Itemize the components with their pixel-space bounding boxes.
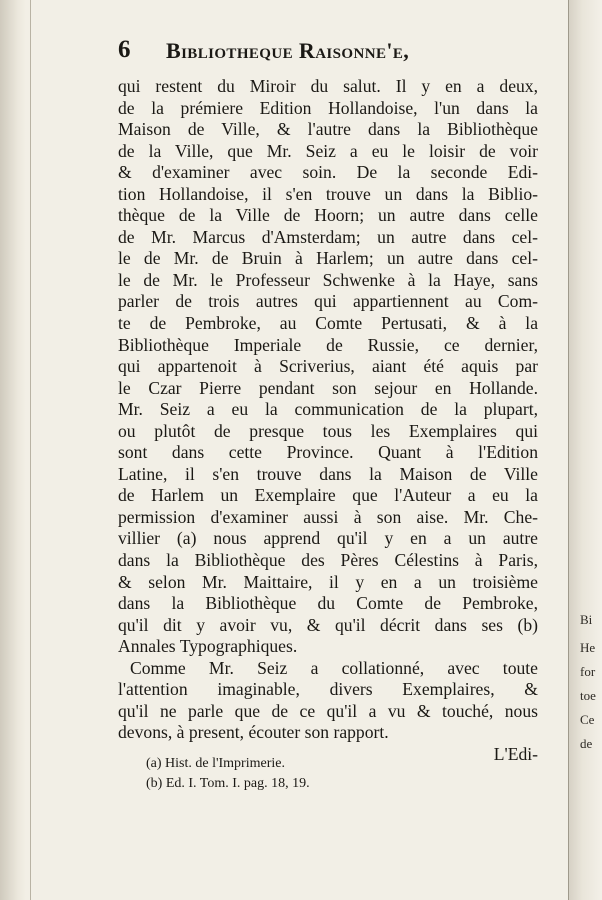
- text-line: Comme Mr. Seiz a collationné, avec toute: [130, 657, 538, 678]
- text-line: te de Pembroke, au Comte Pertusati, & à la: [118, 313, 538, 334]
- text-line: l'attention imaginable, divers Exemplaires, &: [118, 679, 538, 700]
- text-line: & d'examiner avec soin. De la seconde Edi-: [118, 162, 538, 183]
- body-text: [118, 76, 538, 766]
- text-line: le Czar Pierre pendant son sejour en Hollande.: [118, 377, 538, 398]
- text-line: sont dans cette Province. Quant à l'Edition: [118, 442, 538, 463]
- facing-page-letter: Bi: [580, 612, 593, 627]
- facing-page-letter: toe: [580, 688, 596, 703]
- facing-page-letter: Ce: [580, 712, 595, 727]
- text-line: qui restent du Miroir du salut. Il y en a deux,: [118, 76, 538, 96]
- text-line: tion Hollandoise, il s'en trouve un dans la Biblio-: [118, 183, 538, 204]
- text-line: L'Edi-: [493, 743, 538, 764]
- text-line: & selon Mr. Maittaire, il y en a un troisième: [118, 571, 538, 592]
- left-page-shadow: [0, 0, 26, 900]
- left-page-rule: [30, 0, 31, 900]
- facing-page-letter: for: [580, 664, 596, 679]
- footnotes: [146, 754, 526, 794]
- footnote-a: (a) Hist. de l'Imprimerie.: [146, 756, 285, 771]
- text-line: Bibliothèque Imperiale de Russie, ce dernier,: [118, 334, 538, 355]
- text-line: qui appartenoit à Scriverius, aiant été aquis par: [118, 356, 538, 377]
- page-number: 6: [118, 36, 131, 63]
- text-line: devons, à present, écouter son rapport.: [118, 722, 389, 743]
- footnote-b: (b) Ed. I. Tom. I. pag. 18, 19.: [146, 776, 310, 791]
- text-line: thèque de la Ville de Hoorn; un autre dans celle: [118, 205, 538, 226]
- running-head: Bibliotheque Raisonne'e,: [166, 38, 410, 63]
- text-line: de la Ville, que Mr. Seiz a eu le loisir de voir: [118, 140, 538, 161]
- text-line: Mr. Seiz a eu la communication de la plupart,: [118, 399, 538, 420]
- text-line: qu'il dit y avoir vu, & qu'il décrit dans ses (b): [118, 614, 538, 635]
- text-line: Maison de Ville, & l'autre dans la Bibliothèque: [118, 119, 538, 140]
- text-line: de Mr. Marcus d'Amsterdam; un autre dans cel-: [118, 226, 538, 247]
- text-line: villier (a) nous apprend qu'il y en a un autre: [118, 528, 538, 549]
- text-line: Latine, il s'en trouve dans la Maison de Ville: [118, 463, 538, 484]
- text-line: dans la Bibliothèque des Pères Célestins à Paris,: [118, 550, 538, 571]
- text-line: de la prémiere Edition Hollandoise, l'un dans la: [118, 97, 538, 118]
- text-line: le de Mr. de Bruin à Harlem; un autre dans cel-: [118, 248, 538, 269]
- text-line: qu'il ne parle que de ce qu'il a vu & touché, nous: [118, 700, 538, 721]
- page-header: [118, 36, 538, 70]
- facing-page-letter: He: [580, 640, 596, 655]
- text-line: dans la Bibliothèque du Comte de Pembroke,: [118, 593, 538, 614]
- text-line: le de Mr. le Professeur Schwenke à la Haye, sans: [118, 269, 538, 290]
- text-line: ou plutôt de presque tous les Exemplaires qui: [118, 420, 538, 441]
- text-line: Annales Typographiques.: [118, 636, 298, 657]
- text-line: permission d'examiner aussi à son aise. Mr. Che-: [118, 506, 538, 527]
- facing-page-letter: de: [580, 736, 593, 751]
- text-line: parler de trois autres qui appartiennent au Com-: [118, 291, 538, 312]
- facing-page-edge: [568, 0, 602, 900]
- text-line: de Harlem un Exemplaire que l'Auteur a eu la: [118, 485, 538, 506]
